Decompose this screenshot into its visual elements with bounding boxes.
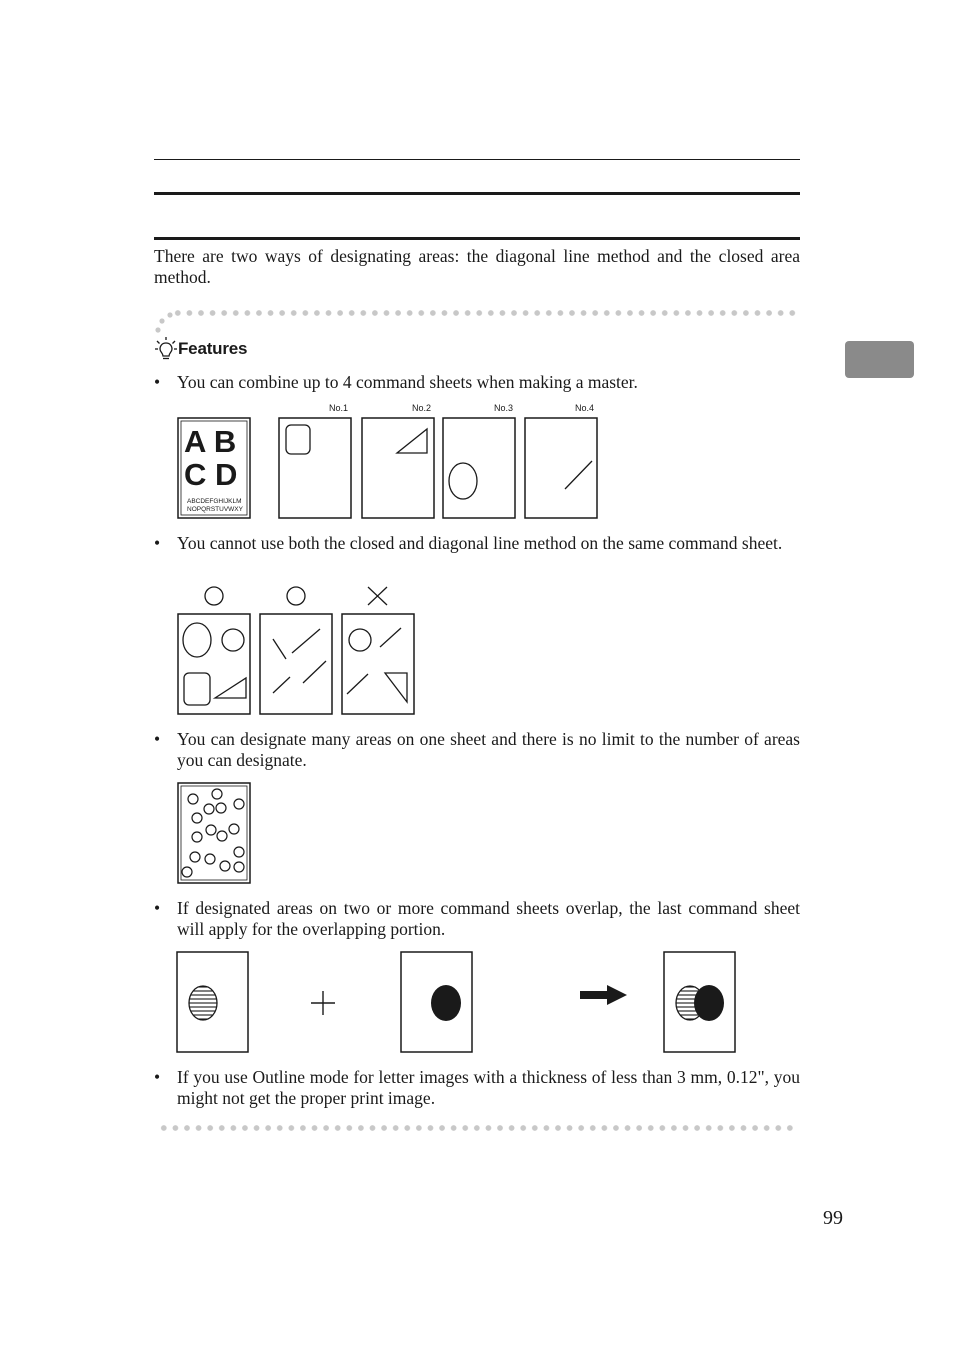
- features-bullet-3: [154, 729, 800, 771]
- features-corner-curl: [155, 312, 175, 336]
- bullet-glyph: •: [154, 1067, 161, 1087]
- sheet-label-3: No.3: [494, 403, 514, 413]
- figure-command-sheets: [176, 400, 600, 522]
- sheet-label-1: No.1: [329, 403, 349, 413]
- command-sheet-3: [443, 418, 515, 518]
- bullet-glyph: •: [154, 372, 161, 392]
- overlap-sheet-result: [664, 952, 735, 1052]
- figure-method-mix: [176, 583, 416, 717]
- overlap-sheet-second: [401, 952, 472, 1052]
- arrow-right-icon: [580, 985, 627, 1005]
- command-sheet-2: [362, 418, 434, 518]
- sheet-diagonal-lines: [260, 614, 332, 714]
- bullet-text: If designated areas on two or more command sheets overlap, the last command sheet will apply for the overlapping portion.: [177, 898, 800, 939]
- features-title: Features: [178, 339, 248, 358]
- figure-overlap: [175, 949, 740, 1057]
- sheet-closed-areas: [178, 614, 250, 714]
- bullet-glyph: •: [154, 898, 161, 918]
- page-number: 99: [823, 1207, 843, 1229]
- command-sheet-1: [279, 418, 351, 518]
- features-bullet-5: [154, 1067, 800, 1109]
- features-bottom-border: [158, 1125, 798, 1131]
- features-top-border: [172, 310, 798, 316]
- sheet-mixed-invalid: [342, 614, 414, 714]
- section-rule: [154, 237, 800, 240]
- lightbulb-icon: [154, 336, 178, 362]
- command-sheet-4: [525, 418, 597, 518]
- cross-mark-icon: [368, 587, 387, 605]
- bullet-glyph: •: [154, 729, 161, 749]
- plus-icon: [311, 991, 335, 1015]
- features-bullet-4: [154, 898, 800, 940]
- intro-paragraph: There are two ways of designating areas: the diagonal line method and the closed area method.: [154, 246, 800, 287]
- circle-mark-icon: [287, 587, 305, 605]
- original-letters-cd: C D: [184, 457, 238, 492]
- original-letters-ab: A B: [184, 424, 237, 459]
- figure-many-areas: [176, 781, 254, 887]
- features-bullet-2: [154, 533, 800, 554]
- circle-mark-icon: [205, 587, 223, 605]
- bullet-glyph: •: [154, 533, 161, 553]
- bullet-text: You can designate many areas on one sheet and there is no limit to the number of areas you can designate.: [177, 729, 800, 770]
- original-small-text-2: NOPQRSTUVWXY: [187, 506, 243, 513]
- sheet-label-2: No.2: [412, 403, 432, 413]
- sheet-label-4: No.4: [575, 403, 595, 413]
- bullet-text: If you use Outline mode for letter images with a thickness of less than 3 mm, 0.12", you might not get the proper print image.: [177, 1067, 800, 1108]
- section-tab: [845, 341, 914, 378]
- header-rule-thick: [154, 192, 800, 195]
- features-bullet-1: [154, 372, 800, 393]
- bullet-text: You cannot use both the closed and diagonal line method on the same command sheet.: [177, 533, 783, 553]
- bullet-text: You can combine up to 4 command sheets when making a master.: [177, 372, 638, 392]
- original-small-text-1: ABCDEFGHIJKLM: [187, 498, 242, 505]
- overlap-sheet-first: [177, 952, 248, 1052]
- original-sheet: [178, 418, 250, 518]
- header-rule-thin: [154, 159, 800, 160]
